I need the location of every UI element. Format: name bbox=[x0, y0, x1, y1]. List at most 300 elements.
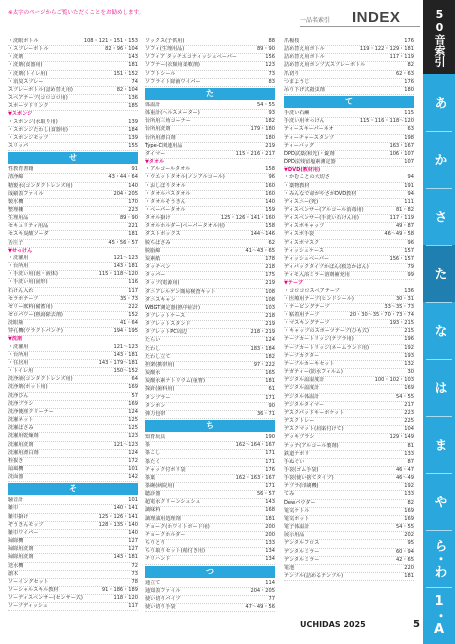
index-entry bbox=[145, 354, 275, 362]
syllabary-tab-bar bbox=[423, 0, 455, 644]
entry-name: タブレットケース bbox=[145, 313, 186, 319]
entry-name: セスキ炭酸ソーダ bbox=[8, 231, 49, 238]
entry-name: 掃除用洗剤 bbox=[8, 546, 34, 553]
index-entry bbox=[284, 524, 414, 532]
entry-name: 洗浄剤(ポット用) bbox=[8, 384, 48, 391]
entry-page: 181 bbox=[265, 515, 275, 522]
entry-page: 108 bbox=[265, 296, 275, 303]
entry-page: 143・181 bbox=[113, 554, 138, 561]
entry-page: 140・141 bbox=[113, 505, 138, 512]
index-column-1 bbox=[8, 38, 138, 611]
entry-name: 台所用漂白剤 bbox=[145, 134, 176, 141]
index-entry bbox=[284, 508, 414, 516]
entry-page: 87 bbox=[407, 458, 414, 465]
entry-name: 騒音計 bbox=[8, 497, 24, 504]
entry-page: 81 bbox=[407, 442, 414, 449]
entry-page: 96 bbox=[268, 174, 275, 181]
entry-page: 140 bbox=[128, 182, 138, 189]
entry-page: 176 bbox=[404, 38, 414, 44]
index-entry bbox=[145, 305, 275, 313]
entry-name: 雑巾掛け bbox=[8, 513, 29, 520]
entry-page: 121〜123 bbox=[113, 441, 138, 448]
index-entry bbox=[145, 370, 275, 378]
index-entry bbox=[8, 46, 138, 54]
entry-page: 133 bbox=[404, 450, 414, 457]
index-entry bbox=[145, 118, 275, 126]
entry-page: 94 bbox=[407, 174, 414, 181]
index-entry bbox=[284, 207, 414, 215]
index-entry bbox=[8, 174, 138, 182]
entry-page: 143・181 bbox=[113, 351, 138, 358]
entry-page: 128・135・140 bbox=[98, 521, 138, 528]
index-entry bbox=[284, 345, 414, 353]
index-entry bbox=[145, 62, 275, 70]
index-entry bbox=[284, 110, 414, 118]
entry-page: 150〜152 bbox=[113, 368, 138, 375]
index-entry bbox=[8, 71, 138, 79]
entry-page: 143・179〜181 bbox=[98, 359, 138, 366]
entry-name: 洗濯用漂白剤 bbox=[8, 449, 39, 456]
entry-name: 展示用品 bbox=[284, 532, 305, 539]
entry-page: 41・64 bbox=[119, 320, 138, 327]
index-entry bbox=[8, 466, 138, 474]
tab-6[interactable]: は bbox=[431, 381, 447, 394]
entry-page: 222 bbox=[128, 303, 138, 310]
entry-page bbox=[412, 280, 414, 287]
tab-5[interactable]: な bbox=[431, 324, 447, 337]
entry-name: 洗浄ブラシ bbox=[8, 400, 34, 407]
entry-name: ▼洗剤 bbox=[8, 336, 23, 343]
entry-page: 171 bbox=[265, 482, 275, 489]
index-entry bbox=[145, 411, 275, 419]
entry-name: てみ bbox=[284, 491, 295, 498]
entry-page: 219 bbox=[265, 280, 275, 287]
tab-2[interactable]: か bbox=[431, 153, 447, 166]
entry-name: ・洗濯用 bbox=[8, 343, 29, 350]
entry-name: ダストボックス bbox=[145, 231, 181, 238]
entry-name: 聴診器 bbox=[145, 491, 161, 498]
index-entry bbox=[145, 248, 275, 256]
entry-page: 171 bbox=[265, 450, 275, 457]
entry-name: ・洗剤(食器用) bbox=[8, 62, 43, 69]
entry-page: 123 bbox=[128, 433, 138, 440]
entry-name: デンタルミラー bbox=[284, 548, 320, 555]
entry-page: 178 bbox=[265, 255, 275, 262]
index-entry bbox=[284, 264, 414, 272]
index-entry bbox=[284, 231, 414, 239]
index-entry bbox=[284, 369, 414, 377]
entry-page: 160 bbox=[265, 182, 275, 189]
entry-name: ダニアレルゲン簡易検査キット bbox=[145, 288, 216, 295]
entry-name: ・トイレ用 bbox=[8, 368, 34, 375]
index-entry bbox=[145, 337, 275, 345]
entry-name: 手洗い用せっけん bbox=[284, 118, 325, 125]
entry-name: ・スポンジモップ bbox=[8, 134, 49, 141]
entry-page bbox=[136, 336, 138, 343]
index-entry bbox=[8, 442, 138, 450]
index-entry bbox=[284, 199, 414, 207]
tab-divider bbox=[426, 359, 452, 360]
index-entry bbox=[8, 425, 138, 433]
index-entry bbox=[145, 499, 275, 507]
index-entry bbox=[8, 183, 138, 191]
section-header: そ bbox=[8, 483, 138, 495]
entry-name: ・コロコロスペアテープ bbox=[284, 287, 340, 294]
entry-page: 46〜49 bbox=[395, 475, 414, 482]
index-entry bbox=[145, 199, 275, 207]
entry-name: ▼タオル bbox=[145, 159, 165, 166]
entry-page: 115・116・118〜120 bbox=[359, 118, 414, 125]
entry-name: 台所用三角コーナー bbox=[145, 118, 191, 125]
tab-divider bbox=[426, 416, 452, 417]
entry-page: 73 bbox=[268, 70, 275, 77]
index-category bbox=[284, 280, 414, 287]
entry-name: テッテ(アルコール製剤) bbox=[284, 442, 339, 449]
index-entry bbox=[8, 199, 138, 207]
index-category bbox=[8, 336, 138, 343]
entry-name: 使い切りパイプ bbox=[145, 595, 181, 602]
index-entry bbox=[284, 516, 414, 524]
entry-page: 185 bbox=[128, 103, 138, 110]
entry-name: 生理用品 bbox=[8, 215, 29, 222]
entry-page: 30 bbox=[407, 369, 414, 376]
entry-page: 127 bbox=[128, 538, 138, 545]
index-entry bbox=[284, 549, 414, 557]
index-entry bbox=[8, 563, 138, 571]
entry-page: 172 bbox=[128, 457, 138, 464]
entry-page: 184 bbox=[128, 126, 138, 133]
entry-name: チョークホルダー bbox=[145, 531, 186, 538]
index-entry bbox=[8, 530, 138, 538]
entry-name: 手袋(ゴム手袋) bbox=[284, 466, 319, 473]
entry-page: 95 bbox=[407, 540, 414, 547]
entry-page: 163・167 bbox=[389, 142, 414, 149]
tab-index-top[interactable]: 50音索引 bbox=[423, 0, 455, 74]
index-entry bbox=[8, 240, 138, 248]
entry-page: 36・71 bbox=[256, 410, 275, 417]
entry-name: ゼロパワー(熱湯除去剤) bbox=[8, 312, 63, 318]
index-entry bbox=[284, 159, 414, 167]
index-entry bbox=[284, 272, 414, 280]
entry-name: タンポン bbox=[145, 402, 166, 409]
entry-name: ディスペンサー(アルコール消毒用) bbox=[284, 206, 364, 213]
entry-name: 弾力包帯 bbox=[145, 410, 166, 417]
entry-name: デジタル体温計 bbox=[284, 393, 320, 400]
entry-page bbox=[136, 111, 138, 118]
entry-page: 162〜164・167 bbox=[235, 442, 275, 449]
entry-name: ・住居用 bbox=[8, 359, 29, 366]
entry-name: ・医療用テープ(ヒンドシール) bbox=[284, 295, 354, 302]
tab-9[interactable]: ら・わ bbox=[431, 539, 447, 578]
index-entry bbox=[8, 384, 138, 392]
entry-page: 171 bbox=[265, 394, 275, 401]
index-entry bbox=[8, 54, 138, 62]
index-entry bbox=[284, 135, 414, 143]
entry-page: 162・163・167 bbox=[235, 474, 275, 481]
entry-name: 製氷機 bbox=[8, 198, 24, 205]
entry-name: 台所用洗剤 bbox=[145, 126, 171, 133]
entry-name: 洗濯ばさみ bbox=[8, 425, 34, 432]
entry-name: テガティー(防水フィルム) bbox=[284, 369, 343, 376]
index-entry bbox=[145, 79, 275, 87]
entry-name: ダイマー bbox=[145, 150, 166, 157]
entry-name: 茶碗(病院用) bbox=[145, 482, 175, 489]
entry-name: スプレーボトル(詰め替え用) bbox=[8, 86, 73, 93]
entry-name: ディスポ手袋 bbox=[284, 231, 315, 238]
entry-name: 超電水クリーンシュシュ bbox=[145, 499, 201, 506]
entry-page: 204・205 bbox=[250, 587, 275, 594]
index-entry bbox=[8, 207, 138, 215]
entry-name: ソフィ(生理用品) bbox=[145, 46, 185, 53]
index-entry bbox=[145, 38, 275, 46]
index-entry bbox=[145, 183, 275, 191]
entry-page: 57 bbox=[131, 392, 138, 399]
entry-page: 101 bbox=[128, 497, 138, 504]
index-entry bbox=[145, 532, 275, 540]
index-entry bbox=[145, 240, 275, 248]
entry-name: ・台所用 bbox=[8, 263, 29, 270]
tab-3[interactable]: さ bbox=[431, 210, 447, 223]
entry-name: ▼スポンジ bbox=[8, 111, 33, 118]
entry-page: 165 bbox=[265, 370, 275, 377]
tab-8[interactable]: や bbox=[431, 495, 447, 508]
index-entry bbox=[284, 434, 414, 442]
entry-page: 181 bbox=[265, 378, 275, 385]
entry-page: 143 bbox=[128, 54, 138, 61]
entry-page: 121〜123 bbox=[113, 254, 138, 261]
entry-page: 121〜123 bbox=[113, 343, 138, 350]
entry-name: テプラ(印刷機) bbox=[284, 483, 319, 490]
index-entry bbox=[284, 215, 414, 223]
entry-page: 73 bbox=[131, 570, 138, 577]
entry-page: 176 bbox=[404, 78, 414, 85]
index-entry bbox=[8, 288, 138, 296]
entry-name: テンプル(詰めるテンプル) bbox=[284, 573, 344, 579]
entry-page: 77 bbox=[268, 595, 275, 602]
index-entry bbox=[8, 587, 138, 595]
index-entry bbox=[8, 368, 138, 376]
entry-page: 61 bbox=[268, 386, 275, 393]
entry-page: 157 bbox=[404, 247, 414, 254]
entry-page bbox=[136, 248, 138, 255]
entry-name: ・タオルそうきん bbox=[145, 198, 186, 205]
index-entry bbox=[145, 272, 275, 280]
entry-name: ・キャップのスポーツテープ(ひも式) bbox=[284, 328, 370, 335]
entry-page: 125・126・141・160 bbox=[220, 215, 275, 222]
index-entry bbox=[284, 240, 414, 248]
entry-name: 爪楊枝 bbox=[284, 38, 300, 44]
entry-name: 手ぬぐい bbox=[284, 458, 305, 465]
entry-page: 88 bbox=[268, 38, 275, 44]
entry-page: 217 bbox=[404, 401, 414, 408]
entry-page: 106・107 bbox=[389, 150, 414, 157]
entry-page: 33〜35・73 bbox=[384, 303, 414, 310]
entry-page: 20・30〜35・70・73・74 bbox=[349, 312, 414, 318]
index-entry bbox=[8, 505, 138, 513]
index-entry bbox=[284, 467, 414, 475]
entry-name: ティッシュペーパー bbox=[284, 255, 330, 262]
entry-page: 81・82 bbox=[395, 206, 414, 213]
index-entry bbox=[284, 385, 414, 393]
entry-name: ディスポキャップ bbox=[284, 223, 325, 230]
index-entry bbox=[145, 604, 275, 612]
entry-name: ・消臭スプレー bbox=[8, 78, 44, 85]
entry-name: 吊り下げ式殺虫剤 bbox=[284, 86, 325, 93]
tab-divider bbox=[426, 131, 452, 132]
entry-page: 193・215 bbox=[389, 320, 414, 327]
entry-page: 108 bbox=[265, 288, 275, 295]
entry-page: 89・90 bbox=[256, 46, 275, 53]
entry-page: 101 bbox=[128, 465, 138, 472]
index-entry bbox=[145, 280, 275, 288]
index-entry bbox=[284, 451, 414, 459]
entry-name: ぞうきんモップ bbox=[8, 521, 44, 528]
index-entry bbox=[284, 418, 414, 426]
entry-name: ティッシュケース bbox=[284, 247, 324, 254]
entry-name: 掃除機 bbox=[8, 538, 24, 545]
index-entry bbox=[284, 62, 414, 70]
index-entry bbox=[284, 118, 414, 126]
entry-name: 担架(携帯用) bbox=[145, 361, 175, 368]
entry-name: セラポテープ bbox=[8, 295, 39, 302]
entry-name: ・洗剤 bbox=[8, 54, 24, 61]
entry-page: 49・87 bbox=[395, 223, 414, 230]
index-entry bbox=[145, 329, 275, 337]
entry-page: 151・152 bbox=[113, 70, 138, 77]
tab-divider bbox=[426, 302, 452, 303]
index-entry bbox=[8, 522, 138, 530]
index-column-2 bbox=[145, 38, 275, 612]
entry-page: 181 bbox=[404, 573, 414, 579]
entry-page: 54・55 bbox=[256, 101, 275, 108]
entry-name: ちり取りセット(箱付き用) bbox=[145, 548, 206, 555]
entry-name: ディスポマスク bbox=[284, 239, 320, 246]
index-entry bbox=[145, 46, 275, 54]
index-entry bbox=[8, 215, 138, 223]
entry-page: 143・181 bbox=[113, 263, 138, 270]
entry-name: ソフライト除菌ワイパー bbox=[145, 78, 201, 85]
entry-page: 191 bbox=[404, 182, 414, 189]
entry-name: ソックス(子供用) bbox=[145, 38, 185, 44]
entry-name: 洗濯用洗剤 bbox=[8, 441, 34, 448]
index-entry bbox=[284, 256, 414, 264]
entry-name: ソーイングセット bbox=[8, 578, 49, 585]
entry-name: 雑巾 bbox=[8, 505, 19, 512]
entry-name: 探針(歯科用) bbox=[145, 386, 175, 393]
entry-page: 119・122・129・181 bbox=[359, 46, 414, 53]
index-entry bbox=[8, 474, 138, 482]
index-entry bbox=[8, 603, 138, 611]
entry-page: 35・73 bbox=[119, 295, 138, 302]
entry-name: チリハンド bbox=[145, 556, 171, 563]
entry-page: 152 bbox=[128, 312, 138, 318]
entry-name: 栓抜き bbox=[8, 457, 24, 464]
entry-page: 158 bbox=[265, 223, 275, 230]
entry-name: 電気ポット bbox=[284, 515, 310, 522]
index-entry bbox=[8, 304, 138, 312]
entry-page: 215 bbox=[404, 328, 414, 335]
brand-logo: UCHIDAS 2025 bbox=[300, 620, 366, 629]
entry-page: 127 bbox=[128, 546, 138, 553]
index-entry bbox=[8, 360, 138, 368]
entry-page: 158 bbox=[265, 166, 275, 173]
entry-page: 140 bbox=[128, 529, 138, 536]
entry-name: ・スポンジ(水取り用) bbox=[8, 118, 58, 125]
tab-1[interactable]: あ bbox=[431, 96, 447, 109]
entry-page: 198 bbox=[404, 134, 414, 141]
entry-page: 117 bbox=[128, 603, 138, 610]
entry-page: 124 bbox=[128, 408, 138, 415]
entry-name: Dewパウダー bbox=[284, 499, 316, 506]
index-column-3 bbox=[284, 38, 414, 581]
entry-name: セキュリティ用品 bbox=[8, 223, 49, 230]
index-entry bbox=[8, 376, 138, 384]
index-entry bbox=[8, 417, 138, 425]
index-entry bbox=[8, 95, 138, 103]
index-entry bbox=[284, 320, 414, 328]
index-entry bbox=[145, 321, 275, 329]
index-entry bbox=[145, 297, 275, 305]
index-entry bbox=[145, 166, 275, 174]
index-title bbox=[300, 8, 420, 26]
entry-page: 182 bbox=[265, 353, 275, 360]
section-header: た bbox=[145, 88, 275, 100]
index-entry bbox=[145, 580, 275, 588]
entry-name: 精製水(コンタクトレンズ用) bbox=[8, 182, 73, 189]
entry-name: ・かむことの大切さ bbox=[284, 174, 330, 181]
index-entry bbox=[145, 596, 275, 604]
index-entry bbox=[145, 71, 275, 79]
index-entry bbox=[8, 231, 138, 239]
entry-page: 129・149 bbox=[389, 434, 414, 441]
entry-name: ダニスキャン bbox=[145, 296, 176, 303]
entry-name: 電気ケトル bbox=[284, 507, 310, 514]
entry-name: テーブルカーキセット bbox=[284, 360, 335, 367]
tab-10[interactable]: 1・A bbox=[431, 594, 447, 637]
entry-name: ・スプレーボトル bbox=[8, 46, 49, 53]
tab-divider bbox=[426, 188, 452, 189]
entry-page: 223 bbox=[404, 409, 414, 416]
entry-name: 石けん入れ bbox=[8, 287, 34, 294]
entry-page: 46・47 bbox=[395, 466, 414, 473]
entry-page: 125・126・141 bbox=[98, 513, 138, 520]
entry-page: 171 bbox=[265, 458, 275, 465]
entry-name: デッキブラシ bbox=[284, 434, 315, 441]
tab-7[interactable]: ま bbox=[431, 438, 447, 451]
index-entry bbox=[8, 393, 138, 401]
index-entry bbox=[284, 126, 414, 134]
entry-page: 140 bbox=[265, 198, 275, 205]
index-entry bbox=[145, 588, 275, 596]
index-entry bbox=[145, 126, 275, 134]
entry-page: 82・96・104 bbox=[105, 46, 138, 53]
tab-4[interactable]: た bbox=[423, 245, 455, 302]
index-entry bbox=[8, 119, 138, 127]
entry-page: 125 bbox=[128, 425, 138, 432]
entry-name: ・ペーパータオル bbox=[145, 206, 186, 213]
entry-name: つまようじ bbox=[284, 78, 310, 85]
index-entry bbox=[8, 263, 138, 271]
section-header: せ bbox=[8, 152, 138, 164]
entry-page: 160 bbox=[265, 190, 275, 197]
index-entry bbox=[284, 87, 414, 95]
entry-page: 115 bbox=[404, 110, 414, 117]
entry-name: 知育玩具 bbox=[145, 434, 166, 441]
entry-page: 142 bbox=[128, 474, 138, 481]
header-note: ※太字のページからご覧いただくことをお勧めします。 bbox=[8, 10, 145, 16]
entry-page: 115・118〜120 bbox=[98, 271, 138, 278]
index-entry bbox=[8, 546, 138, 554]
